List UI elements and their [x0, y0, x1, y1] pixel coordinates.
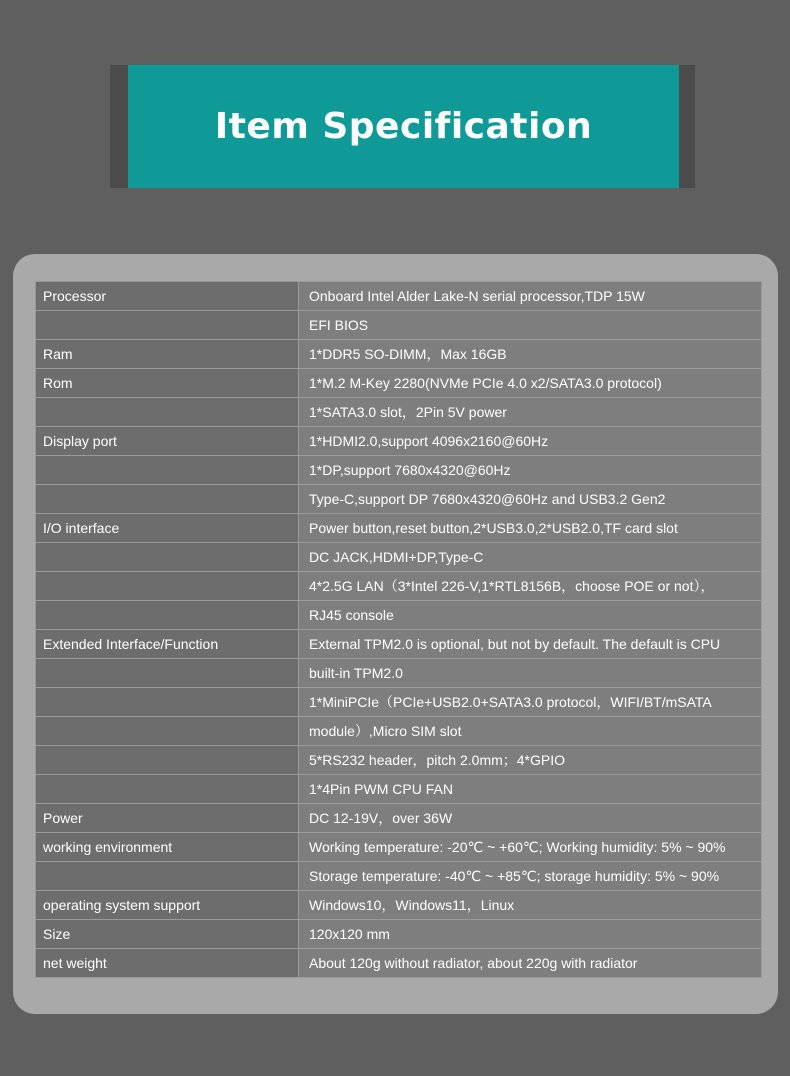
spec-label: I/O interface: [36, 514, 299, 543]
spec-value: 5*RS232 header，pitch 2.0mm；4*GPIO: [299, 746, 762, 775]
spec-label: [36, 485, 299, 514]
spec-value: Power button,reset button,2*USB3.0,2*USB2.0,TF card slot: [299, 514, 762, 543]
spec-value: 1*DP,support 7680x4320@60Hz: [299, 456, 762, 485]
spec-label: [36, 601, 299, 630]
spec-value: 120x120 mm: [299, 920, 762, 949]
spec-label: [36, 746, 299, 775]
table-row: [36, 572, 762, 601]
spec-value: DC JACK,HDMI+DP,Type-C: [299, 543, 762, 572]
spec-value: 1*M.2 M-Key 2280(NVMe PCIe 4.0 x2/SATA3.0 protocol): [299, 369, 762, 398]
table-row: [36, 688, 762, 717]
spec-value: 1*HDMI2.0,support 4096x2160@60Hz: [299, 427, 762, 456]
spec-value: Onboard Intel Alder Lake-N serial processor,TDP 15W: [299, 282, 762, 311]
spec-label: net weight: [36, 949, 299, 978]
table-row: [36, 891, 762, 920]
title-banner: [128, 65, 679, 188]
table-row: [36, 398, 762, 427]
spec-value: EFI BIOS: [299, 311, 762, 340]
table-row: [36, 485, 762, 514]
table-row: [36, 833, 762, 862]
spec-value: Type-C,support DP 7680x4320@60Hz and USB3.2 Gen2: [299, 485, 762, 514]
spec-value: Storage temperature: -40℃ ~ +85℃; storage humidity: 5% ~ 90%: [299, 862, 762, 891]
spec-value: 1*4Pin PWM CPU FAN: [299, 775, 762, 804]
spec-value: DC 12-19V，over 36W: [299, 804, 762, 833]
spec-label: [36, 398, 299, 427]
table-row: [36, 340, 762, 369]
spec-value: External TPM2.0 is optional, but not by default. The default is CPU: [299, 630, 762, 659]
spec-value: 1*MiniPCIe（PCIe+USB2.0+SATA3.0 protocol，WIFI/BT/mSATA: [299, 688, 762, 717]
spec-value: module）,Micro SIM slot: [299, 717, 762, 746]
spec-label: [36, 311, 299, 340]
spec-label: Power: [36, 804, 299, 833]
spec-label: [36, 688, 299, 717]
spec-label: Processor: [36, 282, 299, 311]
spec-value: About 120g without radiator, about 220g with radiator: [299, 949, 762, 978]
spec-value: 4*2.5G LAN（3*Intel 226-V,1*RTL8156B，choose POE or not），: [299, 572, 762, 601]
table-row: [36, 746, 762, 775]
table-row: [36, 920, 762, 949]
spec-value: RJ45 console: [299, 601, 762, 630]
spec-label: [36, 456, 299, 485]
spec-label: working environment: [36, 833, 299, 862]
table-row: [36, 630, 762, 659]
spec-value: 1*SATA3.0 slot，2Pin 5V power: [299, 398, 762, 427]
spec-value: 1*DDR5 SO-DIMM，Max 16GB: [299, 340, 762, 369]
spec-label: Ram: [36, 340, 299, 369]
spec-value: Windows10，Windows11，Linux: [299, 891, 762, 920]
spec-label: operating system support: [36, 891, 299, 920]
table-row: [36, 601, 762, 630]
table-row: [36, 514, 762, 543]
spec-label: Size: [36, 920, 299, 949]
page-title: Item Specification: [214, 106, 593, 147]
spec-label: [36, 775, 299, 804]
table-row: [36, 427, 762, 456]
table-row: [36, 949, 762, 978]
spec-label: [36, 543, 299, 572]
spec-label: [36, 862, 299, 891]
spec-table: [35, 281, 762, 978]
table-row: [36, 775, 762, 804]
spec-label: [36, 572, 299, 601]
table-row: [36, 369, 762, 398]
spec-label: [36, 717, 299, 746]
table-row: [36, 717, 762, 746]
spec-label: [36, 659, 299, 688]
spec-label: Rom: [36, 369, 299, 398]
table-row: [36, 282, 762, 311]
spec-label: Display port: [36, 427, 299, 456]
table-row: [36, 311, 762, 340]
table-row: [36, 659, 762, 688]
spec-label: Extended Interface/Function: [36, 630, 299, 659]
spec-value: built-in TPM2.0: [299, 659, 762, 688]
table-row: [36, 862, 762, 891]
spec-value: Working temperature: -20℃ ~ +60℃; Working humidity: 5% ~ 90%: [299, 833, 762, 862]
table-row: [36, 456, 762, 485]
table-row: [36, 543, 762, 572]
table-row: [36, 804, 762, 833]
